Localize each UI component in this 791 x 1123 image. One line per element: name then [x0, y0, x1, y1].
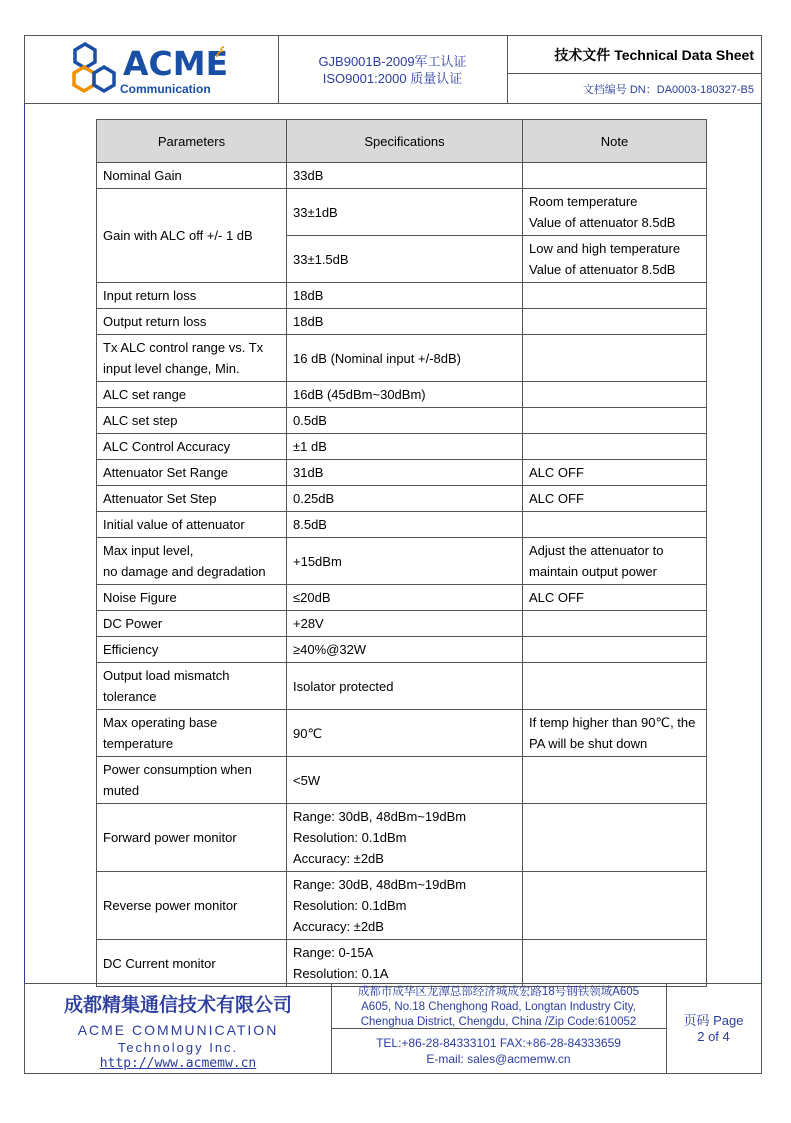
spec-cell: 18dB — [287, 283, 523, 309]
email-line — [331, 1051, 666, 1067]
spec-cell: 33±1dB — [287, 189, 523, 236]
table-row — [97, 163, 707, 189]
param-cell: Output load mismatch tolerance — [97, 663, 287, 710]
param-cell: DC Power — [97, 611, 287, 637]
param-cell: Output return loss — [97, 309, 287, 335]
cert-gjb: GJB9001B-2009军工认证 — [318, 53, 467, 69]
signal-waves-icon — [215, 45, 229, 59]
page-info — [666, 984, 761, 1073]
company-name-en: ACME COMMUNICATION — [77, 1022, 279, 1038]
note-cell — [523, 163, 707, 189]
logo-block — [25, 36, 279, 103]
phone-fax: TEL:+86-28-84333101 FAX:+86-28-84333659 — [376, 1036, 621, 1050]
page-footer — [24, 983, 762, 1074]
company-block — [25, 984, 332, 1073]
address — [331, 984, 666, 1029]
logo-subtitle: Communication — [120, 82, 211, 96]
spec-cell: Range: 0-15A Resolution: 0.1A — [287, 940, 523, 987]
page-number: 2 of 4 — [697, 1028, 730, 1044]
table-row — [97, 189, 707, 236]
spec-cell: 8.5dB — [287, 512, 523, 538]
spec-cell: Range: 30dB, 48dBm~19dBm Resolution: 0.1dBm Accuracy: ±2dB — [287, 804, 523, 872]
table-header-row — [97, 120, 707, 163]
address-en-line2: Chenghua District, Chengdu, China /Zip Code:610052 — [360, 1016, 637, 1028]
note-cell: If temp higher than 90℃, the PA will be shut down — [523, 710, 707, 757]
spec-cell: 16 dB (Nominal input +/-8dB) — [287, 335, 523, 382]
note-cell — [523, 512, 707, 538]
spec-cell: 0.25dB — [287, 486, 523, 512]
param-cell: Gain with ALC off +/- 1 dB — [97, 189, 287, 283]
table-row — [97, 538, 707, 585]
table-row — [97, 585, 707, 611]
spec-cell: ≥40%@32W — [287, 637, 523, 663]
param-cell: Tx ALC control range vs. Tx input level change, Min. — [97, 335, 287, 382]
spec-cell: ≤20dB — [287, 585, 523, 611]
spec-cell: 18dB — [287, 309, 523, 335]
company-name-en-sub: Technology Inc. — [117, 1040, 239, 1055]
table-body — [97, 163, 707, 987]
note-cell: ALC OFF — [523, 460, 707, 486]
note-cell — [523, 408, 707, 434]
spec-cell: <5W — [287, 757, 523, 804]
table-row — [97, 486, 707, 512]
spec-cell: 33dB — [287, 163, 523, 189]
page-header — [24, 35, 762, 104]
company-name-cn: 成都精集通信技术有限公司 — [63, 995, 292, 1016]
param-cell: Attenuator Set Step — [97, 486, 287, 512]
table-row — [97, 663, 707, 710]
table-row — [97, 382, 707, 408]
note-cell — [523, 382, 707, 408]
col-header-note: Note — [523, 120, 707, 163]
col-header-specifications: Specifications — [287, 120, 523, 163]
table-row — [97, 283, 707, 309]
param-cell: Forward power monitor — [97, 804, 287, 872]
param-cell: ALC set step — [97, 408, 287, 434]
note-cell: ALC OFF — [523, 585, 707, 611]
note-cell — [523, 663, 707, 710]
note-cell — [523, 309, 707, 335]
spec-cell: 0.5dB — [287, 408, 523, 434]
doc-info — [507, 36, 761, 103]
spec-table — [96, 119, 707, 987]
spec-cell: 16dB (45dBm~30dBm) — [287, 382, 523, 408]
address-cn: 成都市成华区龙潭总部经济城成宏路18号钢铁领域A605 — [357, 986, 640, 998]
page-label: 页码 Page — [683, 1012, 744, 1028]
param-cell: Max operating base temperature — [97, 710, 287, 757]
cert-iso: ISO9001:2000 质量认证 — [322, 70, 463, 86]
doc-number: 文档编号 DN：DA0003-180327-B5 — [582, 83, 754, 96]
table-row — [97, 512, 707, 538]
contact-block — [331, 984, 667, 1073]
table-row — [97, 408, 707, 434]
note-cell: Low and high temperature Value of attenuator 8.5dB — [523, 236, 707, 283]
table-row — [97, 309, 707, 335]
logo-wordmark: ACME — [123, 44, 229, 83]
note-cell — [523, 872, 707, 940]
note-cell — [523, 804, 707, 872]
note-cell — [523, 283, 707, 309]
param-cell: ALC Control Accuracy — [97, 434, 287, 460]
note-cell: Room temperature Value of attenuator 8.5dB — [523, 189, 707, 236]
spec-cell: Isolator protected — [287, 663, 523, 710]
note-cell: Adjust the attenuator to maintain output power — [523, 538, 707, 585]
email-link[interactable]: sales@acmemw.cn — [467, 1052, 571, 1066]
table-row — [97, 757, 707, 804]
table-row — [97, 710, 707, 757]
table-row — [97, 872, 707, 940]
email-label: E-mail: — [426, 1052, 468, 1066]
spec-cell: +28V — [287, 611, 523, 637]
note-cell — [523, 757, 707, 804]
table-row — [97, 434, 707, 460]
doc-type: 技术文件 Technical Data Sheet — [507, 36, 761, 74]
website-link[interactable]: http://www.acmemw.cn — [99, 1056, 257, 1071]
spec-cell: 90℃ — [287, 710, 523, 757]
address-en-line1: A605, No.18 Chenghong Road, Longtan Industry City, — [361, 1001, 636, 1013]
param-cell: Input return loss — [97, 283, 287, 309]
note-cell — [523, 637, 707, 663]
note-cell: ALC OFF — [523, 486, 707, 512]
param-cell: ALC set range — [97, 382, 287, 408]
note-cell — [523, 611, 707, 637]
table-row — [97, 460, 707, 486]
spec-cell: +15dBm — [287, 538, 523, 585]
note-cell — [523, 335, 707, 382]
table-row — [97, 637, 707, 663]
spec-cell: 31dB — [287, 460, 523, 486]
param-cell: Reverse power monitor — [97, 872, 287, 940]
table-row — [97, 335, 707, 382]
param-cell: Attenuator Set Range — [97, 460, 287, 486]
param-cell: Max input level, no damage and degradation — [97, 538, 287, 585]
note-cell — [523, 940, 707, 987]
spec-cell: Range: 30dB, 48dBm~19dBm Resolution: 0.1dBm Accuracy: ±2dB — [287, 872, 523, 940]
param-cell: Initial value of attenuator — [97, 512, 287, 538]
param-cell: Nominal Gain — [97, 163, 287, 189]
spec-cell: ±1 dB — [287, 434, 523, 460]
param-cell: Noise Figure — [97, 585, 287, 611]
param-cell: DC Current monitor — [97, 940, 287, 987]
certifications — [278, 36, 508, 103]
table-row — [97, 804, 707, 872]
param-cell: Efficiency — [97, 637, 287, 663]
col-header-parameters: Parameters — [97, 120, 287, 163]
note-cell — [523, 434, 707, 460]
table-row — [97, 940, 707, 987]
spec-cell: 33±1.5dB — [287, 236, 523, 283]
table-row — [97, 611, 707, 637]
param-cell: Power consumption when muted — [97, 757, 287, 804]
hexagon-logo-icon — [71, 42, 121, 97]
